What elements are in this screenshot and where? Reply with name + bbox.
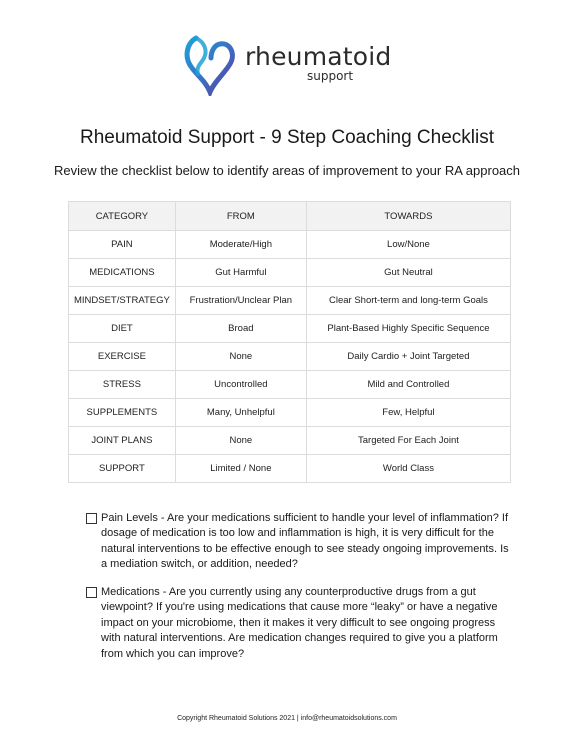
page-title: Rheumatoid Support - 9 Step Coaching Checklist (79, 127, 494, 148)
table-row (69, 427, 511, 455)
footer-copyright: Copyright Rheumatoid Solutions 2021 | info@rheumatoidsolutions.com (177, 715, 397, 722)
checklist-item-text: Pain Levels - Are your medications sufficient to handle your level of inflammation? If dosage of medication is too low and inflammation is high, it is very difficult for the natural interventions to be effective enough to see steady ongoing improvements. Is a mediation switch, or addition, needed? (101, 512, 509, 571)
towards-cell: Gut Neutral (306, 259, 510, 287)
category-cell: PAIN (69, 231, 176, 259)
category-cell: MEDICATIONS (69, 259, 176, 287)
from-cell: Moderate/High (175, 231, 306, 259)
table-row (69, 455, 511, 483)
brand-tagline: support (307, 69, 354, 83)
category-cell: MINDSET/STRATEGY (69, 287, 176, 315)
towards-cell: Plant-Based Highly Specific Sequence (306, 315, 510, 343)
brand-name: rheumatoid (245, 42, 392, 71)
category-cell: EXERCISE (69, 343, 176, 371)
header-from: FROM (175, 202, 306, 231)
table-row (69, 259, 511, 287)
category-cell: DIET (69, 315, 176, 343)
table-row (69, 343, 511, 371)
towards-cell: Mild and Controlled (306, 371, 510, 399)
category-cell: SUPPORT (69, 455, 176, 483)
towards-cell: Targeted For Each Joint (306, 427, 510, 455)
category-cell: SUPPLEMENTS (69, 399, 176, 427)
medications-checkbox[interactable] (86, 587, 97, 598)
table-row (69, 231, 511, 259)
header-towards: TOWARDS (306, 202, 510, 231)
checklist-item-text: Medications - Are you currently using any counterproductive drugs from a gut viewpoint? If you're using medications that cause more “leaky” or have a negative impact on your microbiome, then it makes it very difficult to see ongoing progress with natural interventions. Are medication changes required to give you a platform from which you can improve? (101, 586, 498, 660)
towards-cell: Daily Cardio + Joint Targeted (306, 343, 510, 371)
table-row (69, 399, 511, 427)
coaching-table (68, 201, 511, 483)
from-cell: None (175, 343, 306, 371)
category-cell: STRESS (69, 371, 176, 399)
from-cell: Broad (175, 315, 306, 343)
header-category: CATEGORY (69, 202, 176, 231)
brand-logo (184, 34, 394, 96)
from-cell: None (175, 427, 306, 455)
checklist-item-medications (86, 585, 510, 662)
from-cell: Frustration/Unclear Plan (175, 287, 306, 315)
towards-cell: World Class (306, 455, 510, 483)
category-cell: JOINT PLANS (69, 427, 176, 455)
table-row (69, 315, 511, 343)
towards-cell: Few, Helpful (306, 399, 510, 427)
from-cell: Uncontrolled (175, 371, 306, 399)
towards-cell: Low/None (306, 231, 510, 259)
from-cell: Many, Unhelpful (175, 399, 306, 427)
page-subtitle: Review the checklist below to identify areas of improvement to your RA approach (53, 163, 521, 178)
pain-levels-checkbox[interactable] (86, 513, 97, 524)
checklist-item-pain-levels (86, 511, 510, 573)
table-header-row (69, 202, 511, 231)
towards-cell: Clear Short-term and long-term Goals (306, 287, 510, 315)
table-row (69, 371, 511, 399)
heart-logo-icon (184, 34, 236, 96)
table-row (69, 287, 511, 315)
from-cell: Gut Harmful (175, 259, 306, 287)
from-cell: Limited / None (175, 455, 306, 483)
